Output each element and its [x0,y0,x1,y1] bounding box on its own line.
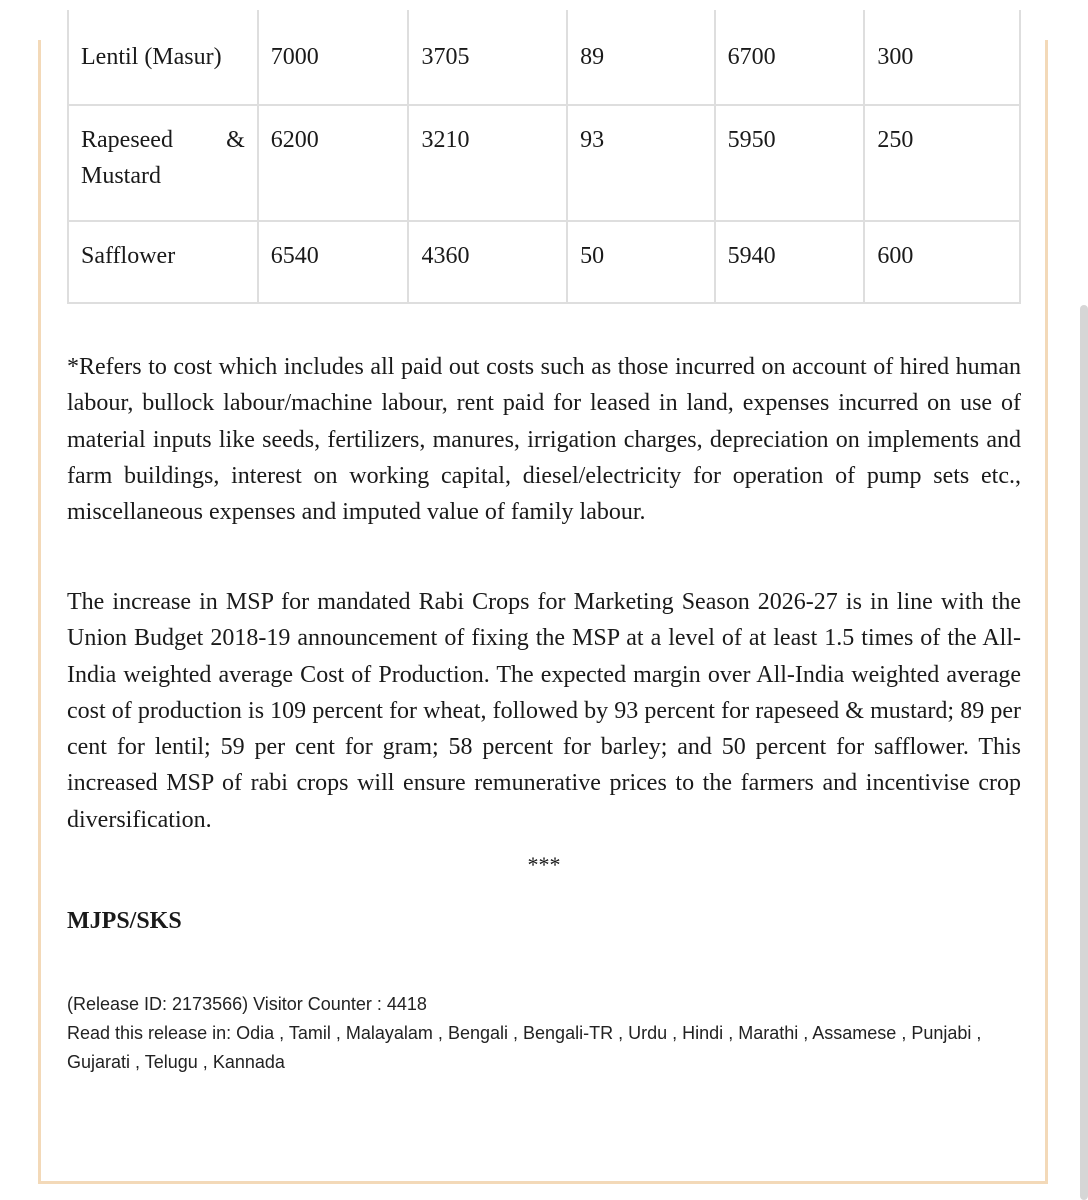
crop-name [68,105,258,221]
language-link-assamese[interactable]: Assamese [812,1023,897,1043]
language-link-urdu[interactable]: Urdu [628,1023,668,1043]
language-link-tamil[interactable]: Tamil [288,1023,331,1043]
cost-footnote: *Refers to cost which includes all paid out costs such as those incurred on account of hired human labour, bullock labour/machine labour, rent paid for leased in land, expenses incurred on use of material inputs like seeds, fertilizers, manures, irrigation charges, depreciation on implements and farm buildings, interest on working capital, diesel/electricity for operation of pump sets etc., miscellaneous expenses and imputed value of family labour. [67,354,1021,526]
table-row [68,10,1020,105]
separator: *** [527,852,561,877]
language-link-odia[interactable]: Odia [236,1023,275,1043]
table-cell: 600 [864,221,1020,303]
table-cell: 4360 [408,221,567,303]
language-list: Odia , Tamil , Malayalam , Bengali , Bengali-TR , Urdu , Hindi , Marathi , Assamese , Punjabi , Gujarati , Telugu , Kannada [67,1023,982,1072]
release-id: (Release ID: 2173566) Visitor Counter : 4418 [67,994,427,1014]
language-link-gujarati[interactable]: Gujarati [67,1052,131,1072]
language-link-kannada[interactable]: Kannada [212,1052,285,1072]
language-link-hindi[interactable]: Hindi [682,1023,724,1043]
table-cell: 50 [567,221,715,303]
table-cell: 250 [864,105,1020,221]
table-cell: 3210 [408,105,567,221]
scrollbar[interactable] [1080,305,1088,1200]
msp-table [67,10,1021,304]
table-cell: 93 [567,105,715,221]
release-info [67,990,1027,1077]
crop-name: Safflower [68,221,258,303]
signature: MJPS/SKS [67,908,182,934]
table-cell: 6700 [715,10,865,105]
table-cell: 6540 [258,221,409,303]
table-cell: 89 [567,10,715,105]
read-prefix: Read this release in: [67,1023,232,1043]
language-links [67,1019,1027,1077]
language-link-malayalam[interactable]: Malayalam [345,1023,433,1043]
language-link-marathi[interactable]: Marathi [738,1023,799,1043]
crop-name-part: Rapeseed [81,127,173,153]
table-cell: 3705 [408,10,567,105]
msp-increase-paragraph: The increase in MSP for mandated Rabi Crops for Marketing Season 2026-27 is in line with the Union Budget 2018-19 announcement of fixing the MSP at a level of at least 1.5 times of the All-India weighted average Cost of Production. The expected margin over All-India weighted average cost of production is 109 percent for wheat, followed by 93 percent for rapeseed & mustard; 89 per cent for lentil; 59 per cent for gram; 58 percent for barley; and 50 percent for safflower. This increased MSP of rabi crops will ensure remunerative prices to the farmers and incentivise crop diversification. [67,589,1021,833]
table-cell: 5940 [715,221,865,303]
crop-name: Lentil (Masur) [68,10,258,105]
language-link-bengali[interactable]: Bengali [447,1023,508,1043]
crop-name-part: Mustard [81,163,161,189]
table-row [68,221,1020,303]
language-link-telugu[interactable]: Telugu [144,1052,198,1072]
table-cell: 5950 [715,105,865,221]
table-cell: 6200 [258,105,409,221]
table-cell: 7000 [258,10,409,105]
crop-name-part: & [226,127,245,153]
table-cell: 300 [864,10,1020,105]
language-link-punjabi[interactable]: Punjabi [911,1023,972,1043]
language-link-bengali-tr[interactable]: Bengali-TR [523,1023,614,1043]
table-row [68,105,1020,221]
